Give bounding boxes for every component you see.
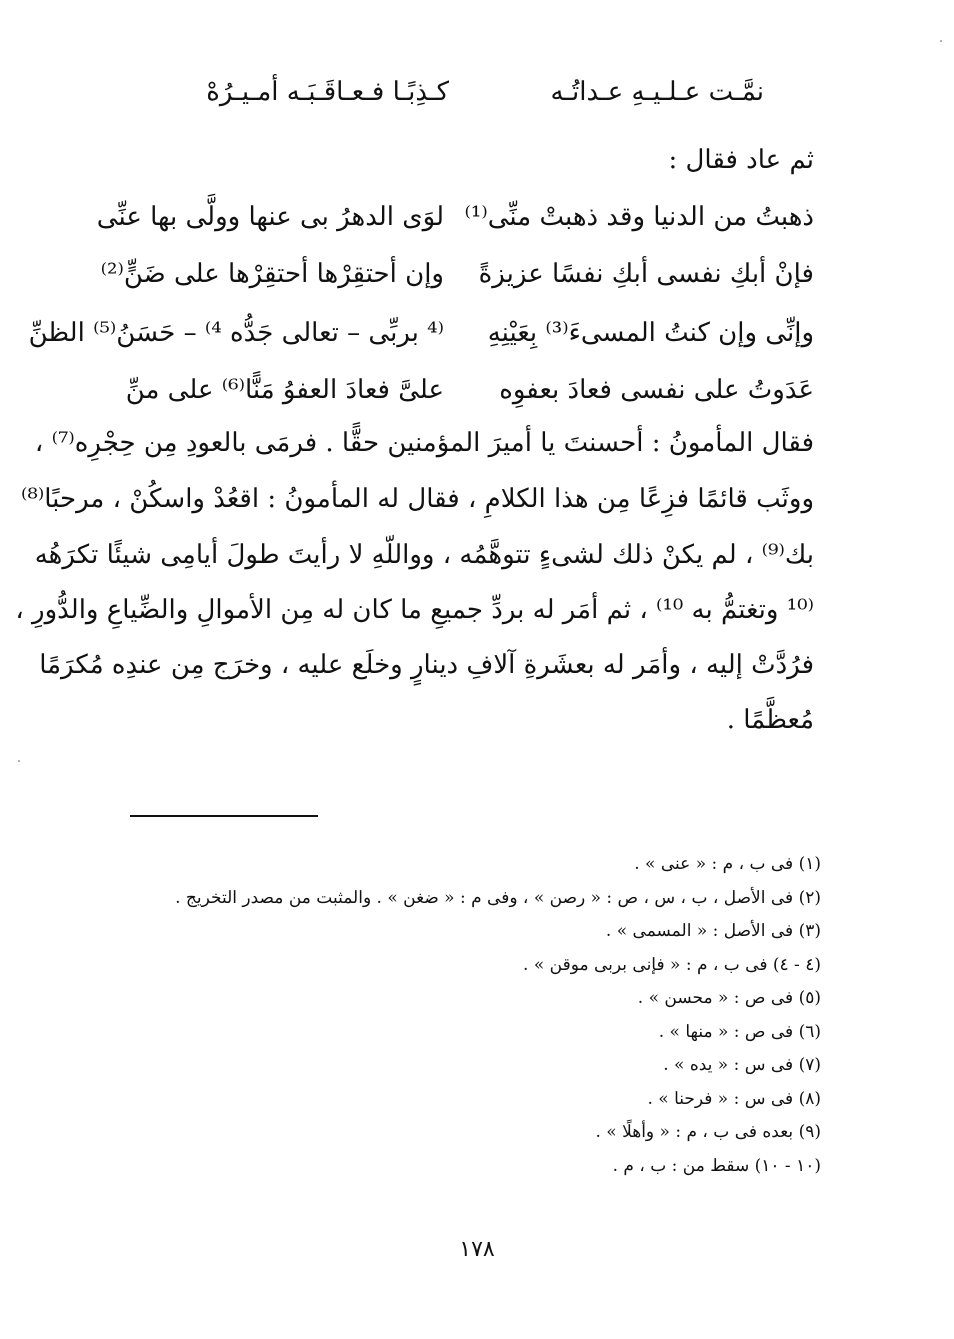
verse-3-left-hemistich: ⁽⁴ بربِّى – تعالى جَدُّه ⁴⁾ – حَسَنُ⁽⁵⁾ الظنِّ bbox=[28, 318, 444, 348]
intro-line: ثم عاد فقال : bbox=[668, 145, 814, 175]
prose-line-5: فرُدَّتْ إليه ، وأمَر له بعشَرةِ آلافِ دينارٍ وخلَع عليه ، وخرَج مِن عندِه مُكرَمًا bbox=[39, 650, 814, 680]
footnote-5: (٥) فى ص : « محسن » . bbox=[637, 988, 821, 1008]
prose-line-1: فقال المأمونُ : أحسنتَ يا أميرَ المؤمنين حقًّا . فرمَى بالعودِ مِن حِجْرِه⁽⁷⁾ ، bbox=[34, 428, 814, 458]
scan-speck bbox=[18, 760, 20, 762]
footnote-4: (٤ - ٤) فى ب ، م : « فإنى بربى موقن » . bbox=[523, 954, 821, 975]
footnote-2: (٢) فى الأصل ، ب ، س ، ص : « رصن » ، وفى م : « ضغن » . والمثبت من مصدر التخريج . bbox=[175, 887, 821, 908]
footnote-7: (٧) فى س : « يده » . bbox=[663, 1055, 821, 1075]
prose-line-6: مُعظَّمًا . bbox=[726, 705, 814, 735]
footnote-9: (٩) بعده فى ب ، م : « وأهلًا » . bbox=[595, 1122, 821, 1142]
prose-line-4: ⁽¹⁰ وتغتمُّ به ¹⁰⁾ ، ثم أمَر له بردِّ جميعِ ما كان له مِن الأموالِ والضِّياعِ والدُّورِ ، bbox=[15, 595, 814, 625]
verse-1-right-hemistich: ذهبتُ من الدنيا وقد ذهبتْ منِّى⁽¹⁾ bbox=[464, 202, 814, 232]
verse-2-left-hemistich: وإن أحتقِرْها أحتقِرْها على ضَنٍّ⁽²⁾ bbox=[100, 259, 444, 289]
footnote-separator bbox=[130, 815, 318, 817]
top-verse-left-hemistich: كـذِبًـا فـعـاقَـبَـه أمـيـرُهْ bbox=[206, 77, 449, 107]
footnote-1: (١) فى ب ، م : « عنى » . bbox=[634, 854, 821, 874]
footnote-8: (٨) فى س : « فرحنا » . bbox=[647, 1088, 821, 1109]
prose-line-2: ووثَب قائمًا فزِعًا مِن هذا الكلامِ ، فقال له المأمونُ : اقعُدْ واسكُنْ ، مرحبًا⁽⁸⁾ bbox=[21, 484, 814, 514]
verse-4-left-hemistich: علىَّ فعادَ العفوُ مَنًّا⁽⁶⁾ على منِّ bbox=[125, 375, 444, 405]
prose-line-3: بك⁽⁹⁾ ، لم يكنْ ذلك لشىءٍ تتوهَّمُه ، وواللّهِ لا رأيتَ طولَ أيامِى شيئًا تكرَهُه bbox=[34, 540, 814, 570]
verse-4-right-hemistich: عَدَوتُ على نفسى فعادَ بعفوِه bbox=[499, 375, 814, 405]
page-number: ١٧٨ bbox=[459, 1237, 495, 1262]
footnote-6: (٦) فى ص : « منها » . bbox=[658, 1021, 821, 1042]
verse-3-right-hemistich: وإنِّى وإن كنتُ المسىءَ⁽³⁾ بِعَيْنِهِ bbox=[487, 318, 814, 348]
scan-speck bbox=[940, 40, 942, 42]
verse-2-right-hemistich: فإنْ أبكِ نفسى أبكِ نفسًا عزيزةً bbox=[478, 259, 814, 289]
footnote-3: (٣) فى الأصل : « المسمى » . bbox=[605, 921, 821, 941]
top-verse-right-hemistich: نمَّـت عـلـيـهِ عـداتُـه bbox=[550, 77, 764, 107]
footnotes bbox=[121, 848, 821, 1183]
footnote-10: (١٠ - ١٠) سقط من : ب ، م . bbox=[612, 1155, 821, 1176]
verse-1-left-hemistich: لوَى الدهرُ بى عنها وولَّى بها عنِّى bbox=[96, 202, 444, 232]
